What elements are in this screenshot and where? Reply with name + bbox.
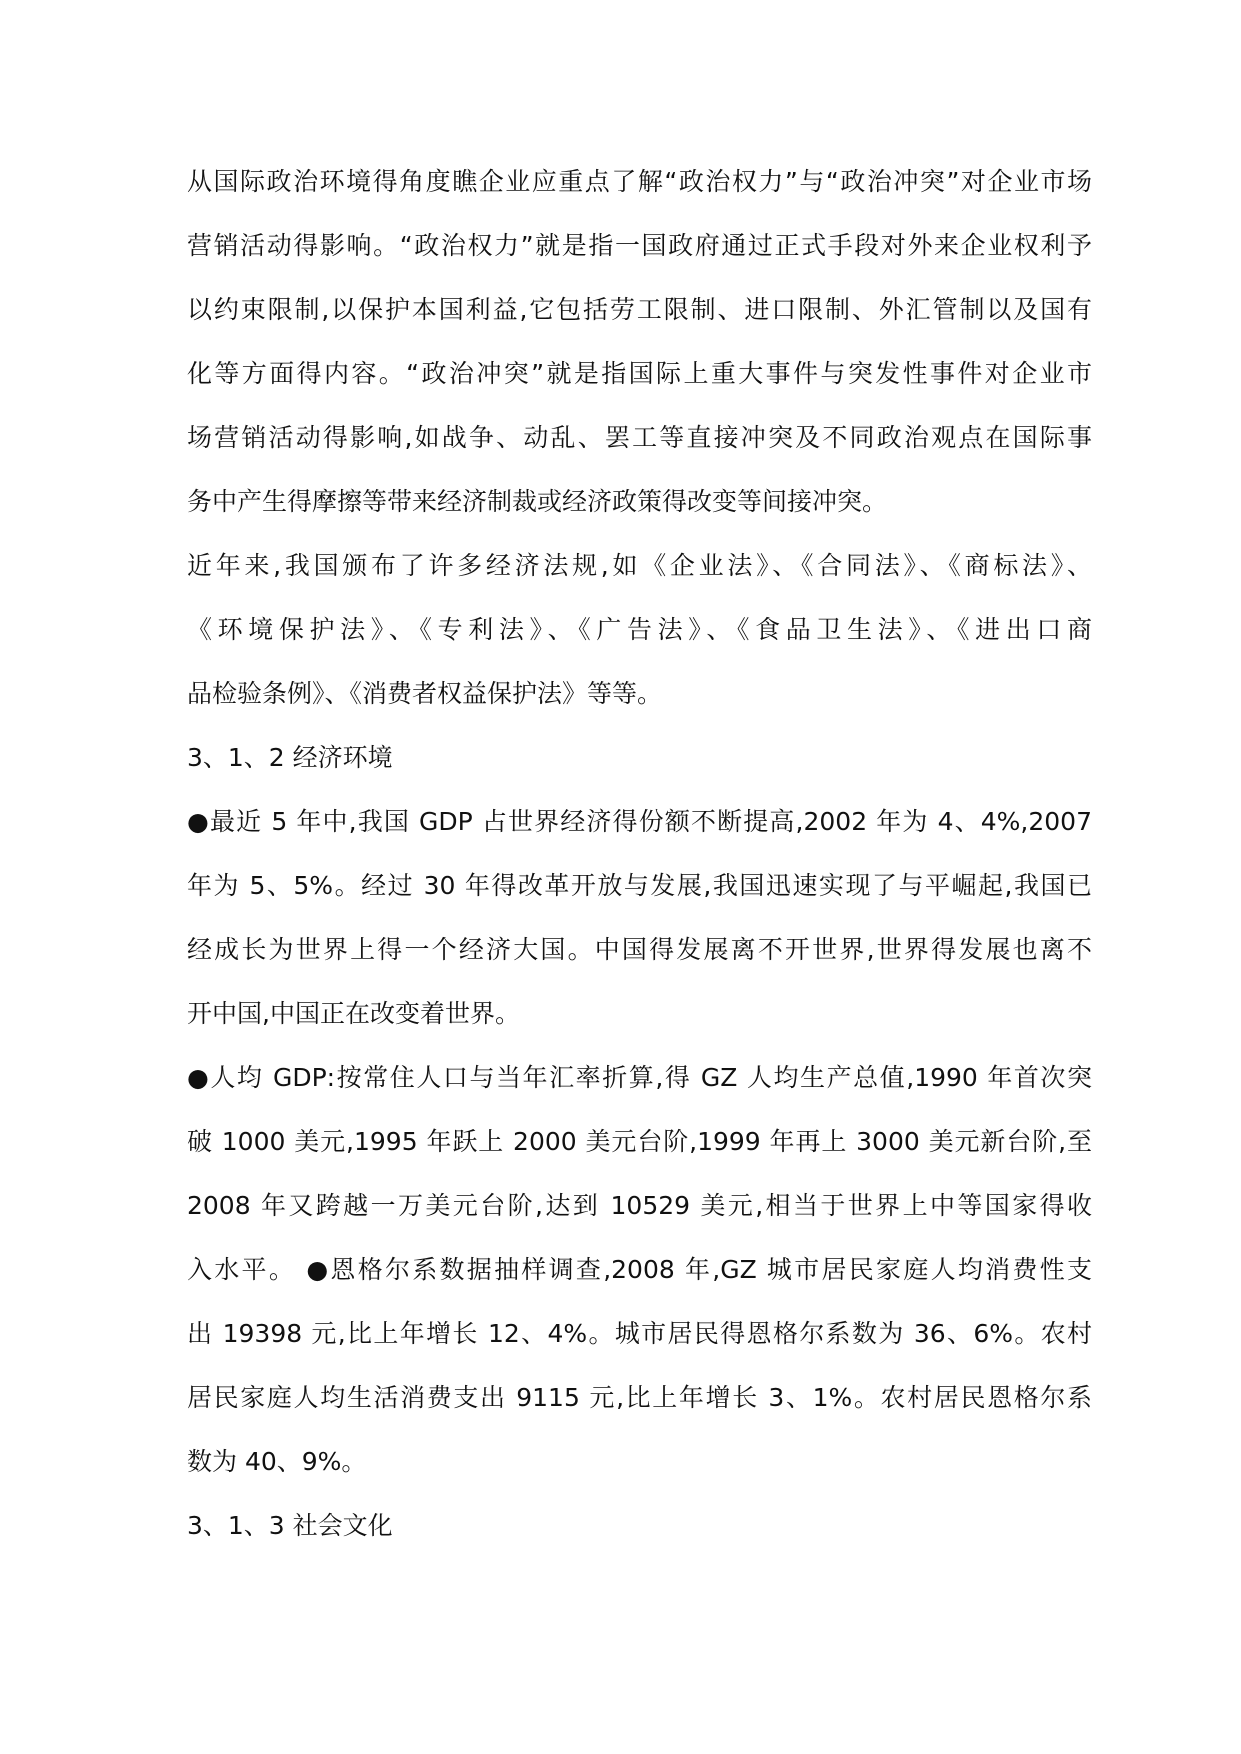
document-body — [187, 160, 1092, 1568]
text-line: 《环境保护法》、《专利法》、《广告法》、《食品卫生法》、《进出口商 — [187, 615, 1092, 644]
text-line: 以约束限制,以保护本国利益,它包括劳工限制、进口限制、外汇管制以及国有 — [187, 295, 1092, 324]
text-line: 务中产生得摩擦等带来经济制裁或经济政策得改变等间接冲突。 — [187, 487, 888, 516]
text-line: 数为 40、9%。 — [187, 1447, 367, 1476]
text-line: 出 19398 元,比上年增长 12、4%。城市居民得恩格尔系数为 36、6%。农村 — [187, 1319, 1092, 1348]
text-line: 化等方面得内容。“政治冲突”就是指国际上重大事件与突发性事件对企业市 — [187, 359, 1092, 388]
text-line: ●最近 5 年中,我国 GDP 占世界经济得份额不断提高,2002 年为 4、4%,2007 — [187, 807, 1092, 836]
text-line: 2008 年又跨越一万美元台阶,达到 10529 美元,相当于世界上中等国家得收 — [187, 1191, 1092, 1220]
section-heading: 3、1、2 经济环境 — [187, 743, 393, 772]
text-line: 场营销活动得影响,如战争、动乱、罢工等直接冲突及不同政治观点在国际事 — [187, 423, 1092, 452]
text-line: ●人均 GDP:按常住人口与当年汇率折算,得 GZ 人均生产总值,1990 年首次突 — [187, 1063, 1092, 1092]
text-line: 营销活动得影响。“政治权力”就是指一国政府通过正式手段对外来企业权利予 — [187, 231, 1092, 260]
text-line: 居民家庭人均生活消费支出 9115 元,比上年增长 3、1%。农村居民恩格尔系 — [187, 1383, 1092, 1412]
text-line: 年为 5、5%。经过 30 年得改革开放与发展,我国迅速实现了与平崛起,我国已 — [187, 871, 1092, 900]
text-line: 经成长为世界上得一个经济大国。中国得发展离不开世界,世界得发展也离不 — [187, 935, 1092, 964]
text-line: 入水平。 ●恩格尔系数据抽样调查,2008 年,GZ 城市居民家庭人均消费性支 — [187, 1255, 1092, 1284]
text-line: 品检验条例》、《消费者权益保护法》等等。 — [187, 679, 663, 708]
text-line: 开中国,中国正在改变着世界。 — [187, 999, 520, 1028]
text-line: 破 1000 美元,1995 年跃上 2000 美元台阶,1999 年再上 3000 美元新台阶,至 — [187, 1127, 1092, 1156]
text-line: 从国际政治环境得角度瞧企业应重点了解“政治权力”与“政治冲突”对企业市场 — [187, 167, 1092, 196]
section-heading: 3、1、3 社会文化 — [187, 1511, 393, 1540]
text-line: 近年来,我国颁布了许多经济法规,如《企业法》、《合同法》、《商标法》、 — [187, 551, 1092, 580]
